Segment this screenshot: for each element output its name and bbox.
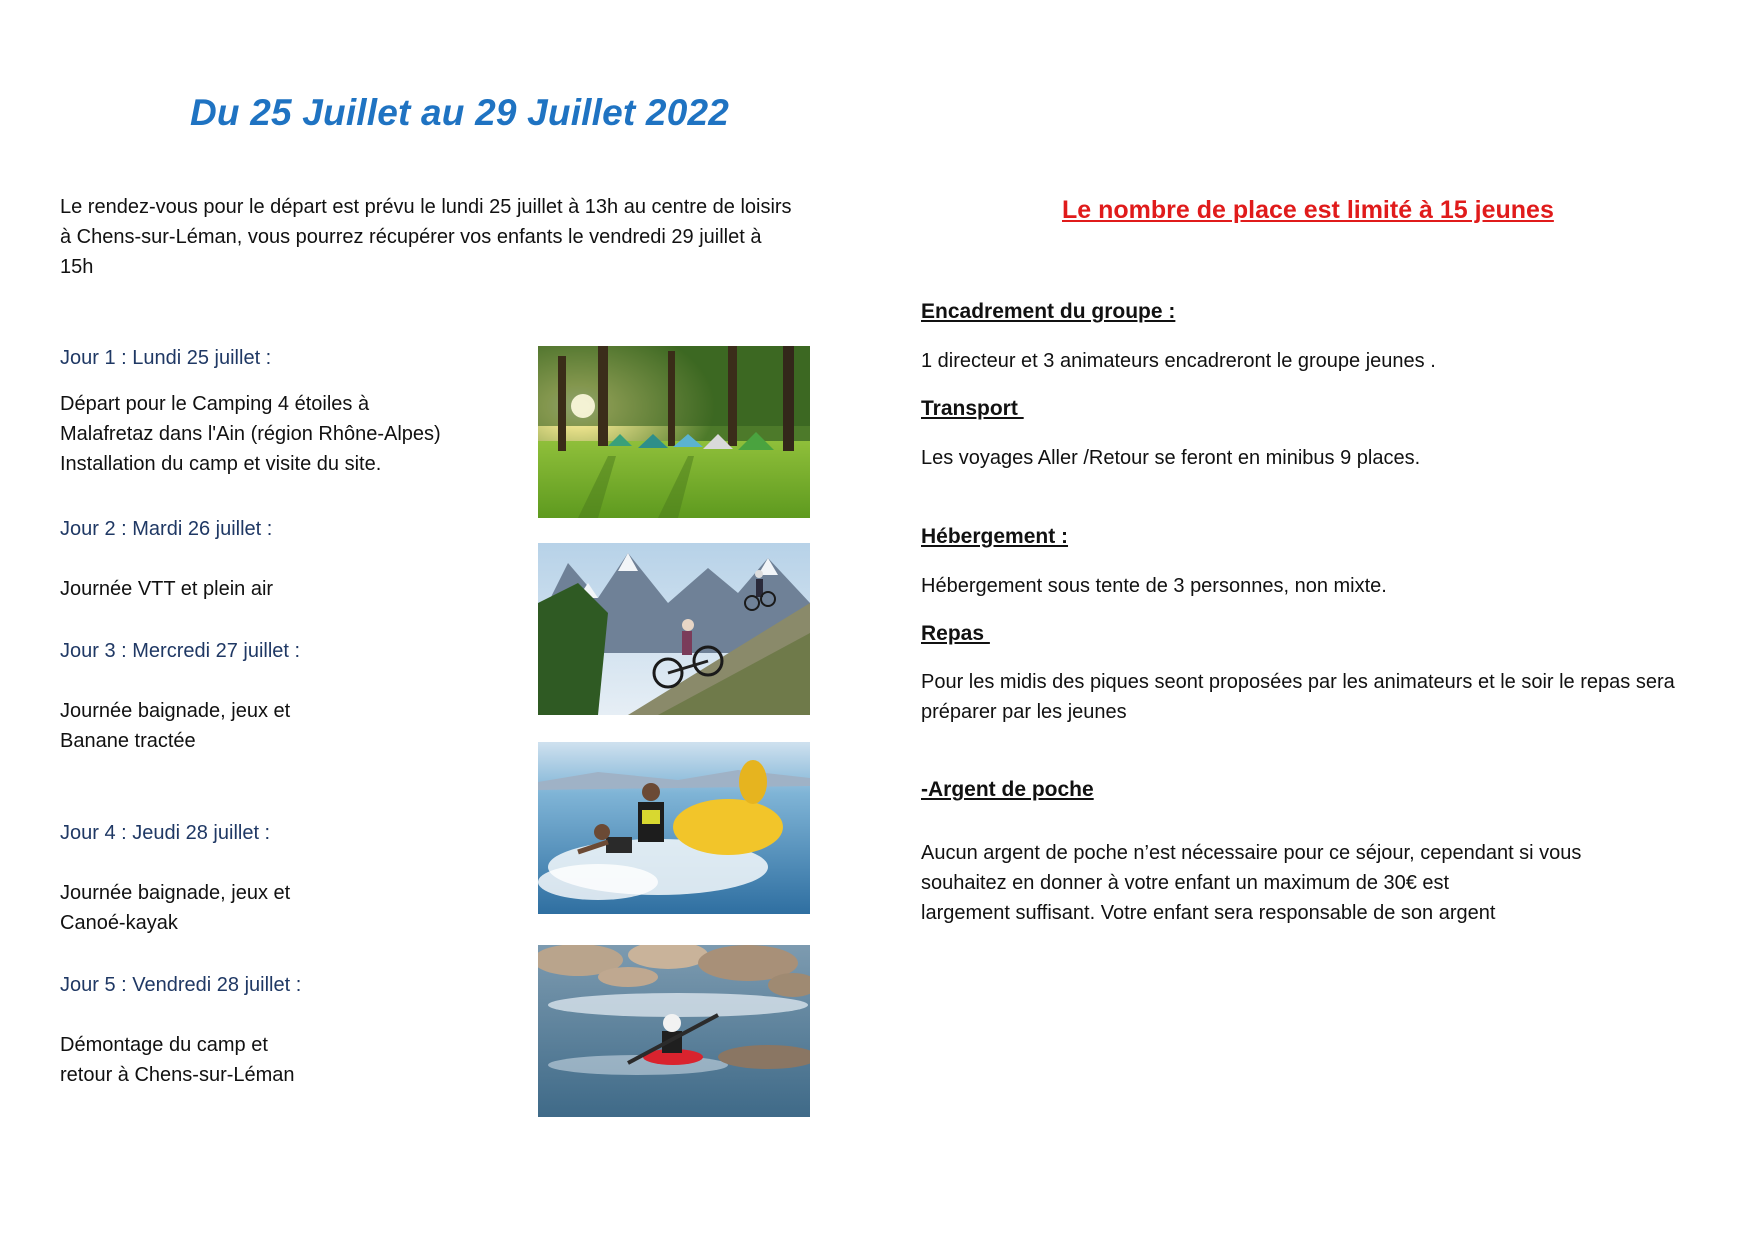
day-3-line: Banane tractée — [60, 730, 196, 752]
day-2-title: Jour 2 : Mardi 26 juillet : — [60, 518, 273, 540]
day-4-title: Jour 4 : Jeudi 28 juillet : — [60, 822, 271, 844]
section-line: Hébergement sous tente de 3 personnes, non mixte. — [921, 575, 1387, 597]
day-2-description — [60, 574, 273, 604]
intro-line: Le rendez-vous pour le départ est prévu le lundi 25 juillet à 13h au centre de loisirs — [60, 196, 792, 218]
day-4-line: Journée baignade, jeux et — [60, 882, 291, 904]
day-5-line: Démontage du camp et — [60, 1034, 268, 1056]
day-5-description — [60, 1030, 295, 1090]
day-5-title: Jour 5 : Vendredi 28 juillet : — [60, 974, 302, 996]
section-heading-supervision: Encadrement du groupe : — [921, 300, 1176, 323]
day-3-title: Jour 3 : Mercredi 27 juillet : — [60, 640, 301, 662]
intro-line: 15h — [60, 256, 94, 278]
day-1-line: Installation du camp et visite du site. — [60, 453, 382, 475]
day-5-line: retour à Chens-sur-Léman — [60, 1064, 295, 1086]
section-line: 1 directeur et 3 animateurs encadreront le groupe jeunes . — [921, 350, 1436, 372]
mountain-bike-photo — [538, 543, 810, 715]
day-1-description — [60, 389, 441, 479]
campsite-photo — [538, 346, 810, 518]
day-2-line: Journée VTT et plein air — [60, 578, 274, 600]
section-line: largement suffisant. Votre enfant sera responsable de son argent — [921, 902, 1496, 924]
day-1-title: Jour 1 : Lundi 25 juillet : — [60, 347, 272, 369]
day-1-line: Départ pour le Camping 4 étoiles à — [60, 393, 370, 415]
intro-paragraph — [60, 192, 860, 282]
section-text-supervision — [921, 346, 1721, 376]
section-text-accommodation — [921, 571, 1721, 601]
day-1-line: Malafretaz dans l'Ain (région Rhône-Alpes) — [60, 423, 441, 445]
section-line: Pour les midis des piques seont proposées par les animateurs et le soir le repas sera — [921, 671, 1675, 693]
section-heading-meals: Repas — [921, 622, 990, 645]
kayak-photo — [538, 945, 810, 1117]
banana-boat-photo — [538, 742, 810, 914]
section-text-meals — [921, 667, 1721, 727]
section-heading-pocket-money: -Argent de poche — [921, 778, 1094, 801]
section-text-pocket-money — [921, 838, 1721, 928]
section-line: souhaitez en donner à votre enfant un maximum de 30€ est — [921, 872, 1450, 894]
intro-line: à Chens-sur-Léman, vous pourrez récupérer vos enfants le vendredi 29 juillet à — [60, 226, 762, 248]
day-4-description — [60, 878, 290, 938]
section-text-transport — [921, 443, 1721, 473]
day-4-line: Canoé-kayak — [60, 912, 178, 934]
section-heading-accommodation: Hébergement : — [921, 525, 1069, 548]
page-title: Du 25 Juillet au 29 Juillet 2022 — [190, 92, 730, 133]
participant-limit-notice: Le nombre de place est limité à 15 jeunes — [1062, 196, 1554, 224]
section-line: Les voyages Aller /Retour se feront en minibus 9 places. — [921, 447, 1421, 469]
day-3-line: Journée baignade, jeux et — [60, 700, 291, 722]
day-3-description — [60, 696, 290, 756]
section-line: Aucun argent de poche n’est nécessaire pour ce séjour, cependant si vous — [921, 842, 1582, 864]
section-line: préparer par les jeunes — [921, 701, 1127, 723]
section-heading-transport: Transport — [921, 397, 1024, 420]
